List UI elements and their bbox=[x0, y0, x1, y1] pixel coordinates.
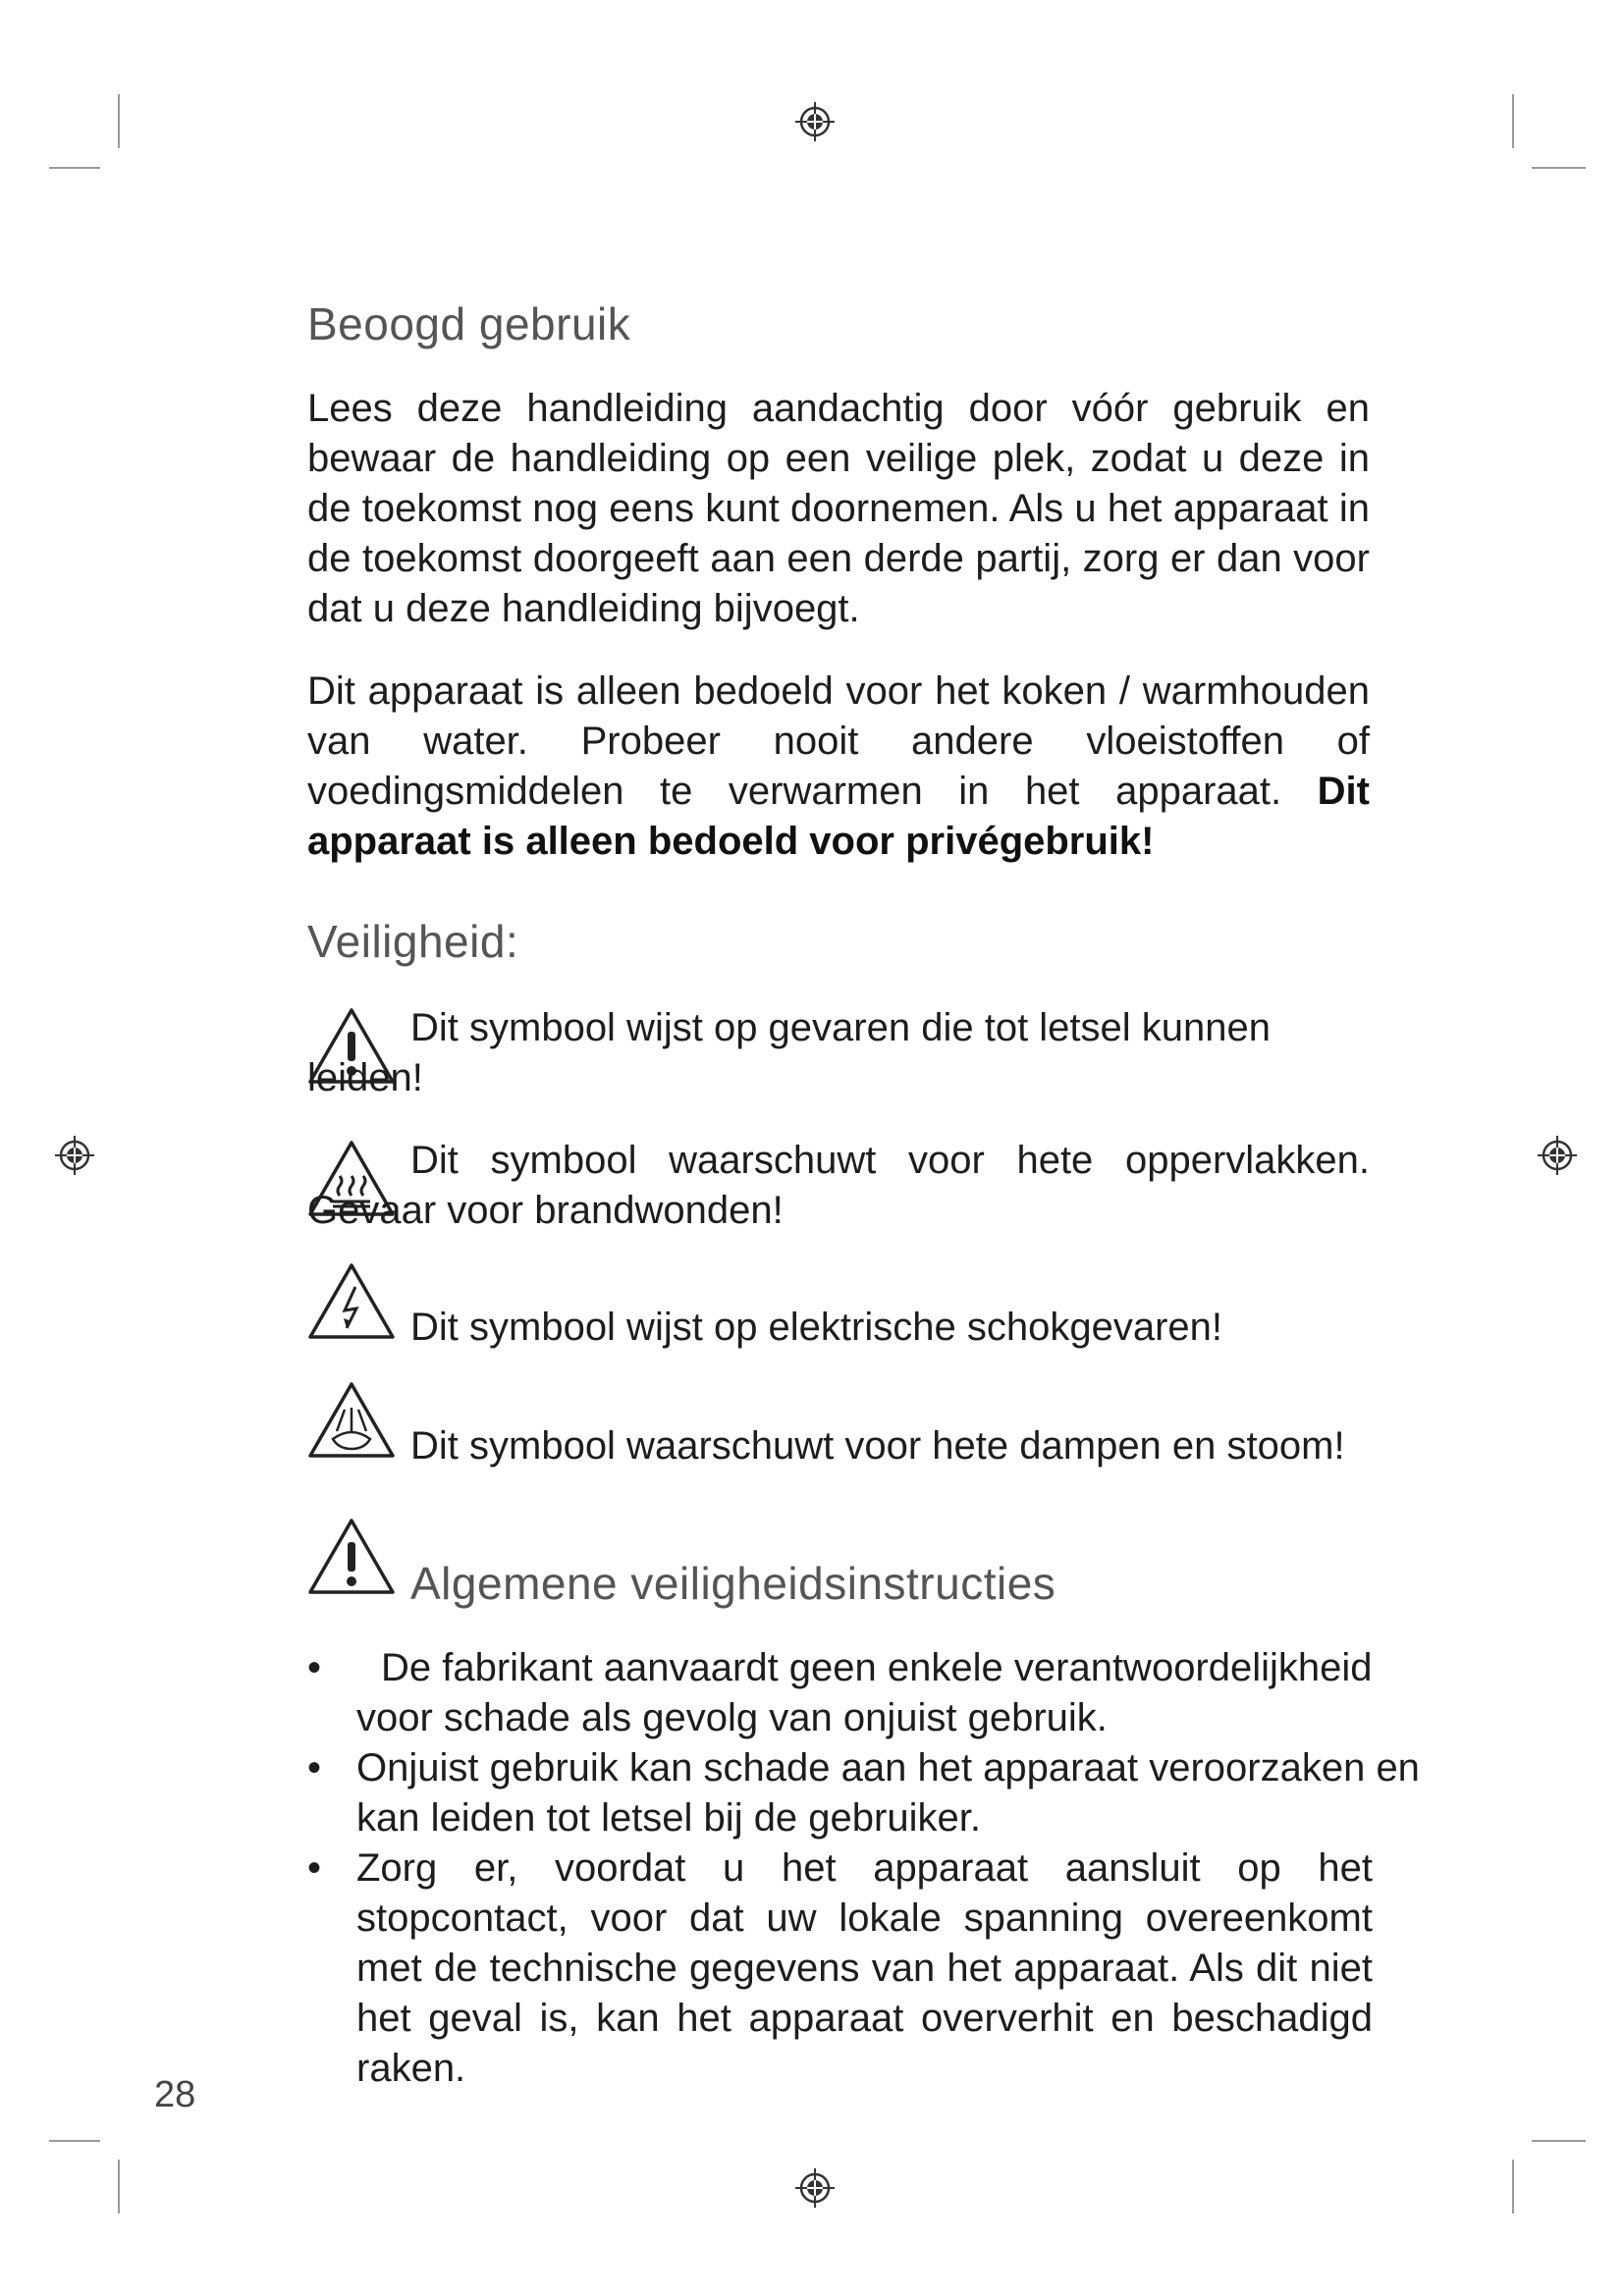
safety-instructions-list bbox=[307, 1643, 1515, 2094]
registration-mark-right-icon bbox=[1536, 1134, 1579, 1177]
list-item-text: De fabrikant aanvaardt geen enkele verantwoordelijkheid voor schade als gevolg van onjuist gebruik. bbox=[356, 1646, 1373, 1739]
crop-mark-top-left-v bbox=[118, 94, 120, 148]
registration-mark-bottom-icon bbox=[793, 2166, 837, 2210]
hot-steam-icon bbox=[307, 1380, 396, 1459]
section-title-general-safety: Algemene veiligheidsinstructies bbox=[410, 1558, 1056, 1609]
list-item bbox=[307, 1643, 1427, 1743]
section-title-intended-use: Beoogd gebruik bbox=[307, 298, 631, 349]
crop-mark-top-left-h bbox=[49, 167, 100, 169]
crop-mark-bottom-right-v bbox=[1512, 2160, 1514, 2214]
electric-shock-icon bbox=[307, 1261, 396, 1340]
symbol-text-injury: Dit symbool wijst op gevaren die tot letsel kunnen leiden! bbox=[307, 1006, 1272, 1099]
list-item bbox=[307, 1843, 1373, 2094]
bullet: • bbox=[307, 1846, 322, 1890]
crop-mark-top-right-h bbox=[1532, 167, 1586, 169]
list-item-text: Onjuist gebruik kan schade aan het apparaat veroorzaken en kan leiden tot letsel bij de gebruiker. bbox=[356, 1746, 1420, 1840]
bullet: • bbox=[307, 1746, 322, 1789]
registration-mark-left-icon bbox=[53, 1134, 96, 1177]
private-use-notice: Dit apparaat is alleen bedoeld voor privégebruik! bbox=[307, 770, 1370, 863]
section-title-safety: Veiligheid: bbox=[307, 916, 519, 967]
symbol-warning-injury bbox=[307, 1003, 1370, 1103]
symbol-warning-steam bbox=[410, 1421, 1392, 1471]
intended-use-paragraph-2-text: Dit apparaat is alleen bedoeld voor het koken / warmhouden van water. Probeer nooit andere vloeistoffen of voedingsmiddelen te verwarmen in het apparaat. bbox=[307, 669, 1370, 813]
crop-mark-bottom-right-h bbox=[1532, 2140, 1586, 2142]
page-number: 28 bbox=[154, 2074, 196, 2115]
symbol-warning-electric bbox=[410, 1303, 1392, 1353]
bullet: • bbox=[307, 1646, 322, 1689]
intended-use-paragraph-1: Lees deze handleiding aandachtig door vóór gebruik en bewaar de handleiding op een veilige plek, zodat u deze in de toekomst nog eens kunt doornemen. Als u het apparaat in de toekomst doorgeeft aan een derde partij, zorg er dan voor dat u deze handleiding bijvoegt. bbox=[307, 387, 1370, 630]
list-item-text: Zorg er, voordat u het apparaat aansluit op het stopcontact, voor dat uw lokale spanning overeenkomt met de technische gegevens van het apparaat. Als dit niet het geval is, kan het apparaat oververhit en beschadigd raken. bbox=[356, 1846, 1373, 2090]
symbol-text-steam: Dit symbool waarschuwt voor hete dampen en stoom! bbox=[410, 1424, 1345, 1468]
list-item bbox=[307, 1743, 1427, 1843]
registration-mark-top-icon bbox=[793, 100, 837, 143]
crop-mark-bottom-left-h bbox=[49, 2140, 100, 2142]
intended-use-paragraph-2 bbox=[307, 667, 1370, 867]
exclamation-icon bbox=[307, 1517, 396, 1595]
crop-mark-bottom-left-v bbox=[118, 2160, 120, 2214]
symbol-warning-hot-surface bbox=[307, 1136, 1370, 1236]
crop-mark-top-right-v bbox=[1512, 94, 1514, 148]
symbol-text-hot-surface: Dit symbool waarschuwt voor hete oppervlakken. Gevaar voor brandwonden! bbox=[307, 1139, 1370, 1232]
symbol-text-electric: Dit symbool wijst op elektrische schokgevaren! bbox=[410, 1306, 1223, 1349]
